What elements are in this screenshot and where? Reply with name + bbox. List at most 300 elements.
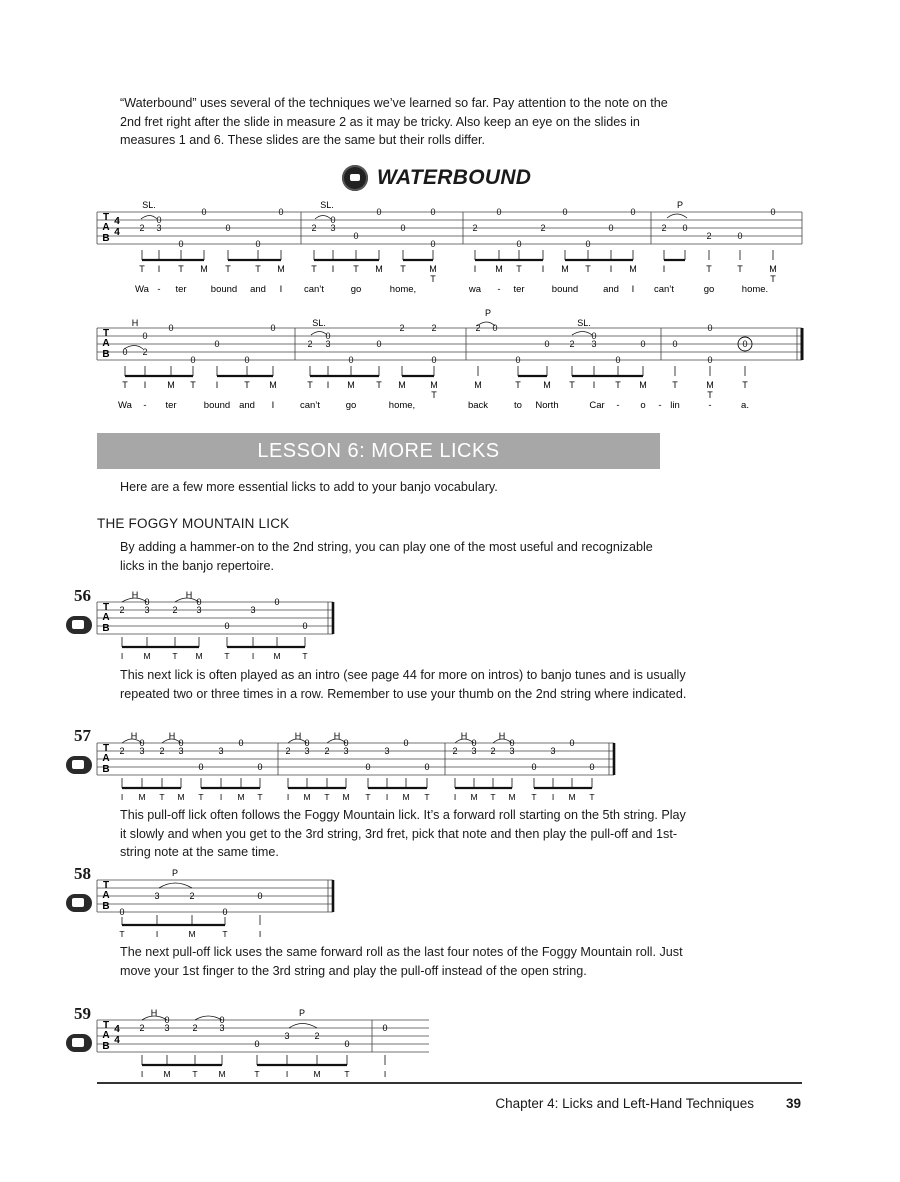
audio-track-icon[interactable] bbox=[66, 756, 92, 774]
svg-text:M: M bbox=[167, 380, 175, 390]
svg-text:can’t: can’t bbox=[299, 400, 321, 411]
svg-text:2: 2 bbox=[119, 746, 125, 756]
paragraph-57: This next lick is often played as an intro (see page 44 for more on intros) to banjo tunes and is usually repeated two or three times in a row. Remember to use your thumb on the 2nd string where indicated. bbox=[120, 668, 687, 701]
svg-text:-: - bbox=[708, 400, 712, 411]
svg-text:T: T bbox=[254, 1069, 260, 1079]
svg-text:0: 0 bbox=[254, 1039, 260, 1049]
svg-text:3: 3 bbox=[330, 223, 336, 233]
svg-text:2: 2 bbox=[314, 1031, 320, 1041]
svg-text:0: 0 bbox=[244, 355, 250, 365]
svg-text:T: T bbox=[569, 380, 575, 390]
svg-text:T: T bbox=[344, 1069, 350, 1079]
svg-text:and: and bbox=[250, 284, 266, 295]
paragraph-59: The next pull-off lick uses the same forward roll as the last four notes of the Foggy Mountain roll. Just move your 1st finger to the 3rd string and play the pull-off instead of the open string. bbox=[120, 945, 683, 978]
svg-text:M: M bbox=[342, 792, 350, 802]
technique-label: P bbox=[484, 308, 492, 318]
svg-text:0: 0 bbox=[531, 762, 537, 772]
svg-text:M: M bbox=[402, 792, 410, 802]
audio-track-icon[interactable] bbox=[66, 616, 92, 634]
track-number-58: 58 bbox=[74, 864, 91, 883]
waterbound-tab-line-1 bbox=[97, 198, 807, 298]
svg-text:M: M bbox=[470, 792, 478, 802]
svg-text:H: H bbox=[131, 590, 139, 600]
svg-text:2: 2 bbox=[569, 339, 575, 349]
svg-text:I: I bbox=[215, 380, 219, 390]
svg-text:-: - bbox=[143, 400, 147, 411]
svg-text:A: A bbox=[102, 753, 110, 764]
svg-text:can’t: can’t bbox=[303, 284, 325, 295]
svg-text:0: 0 bbox=[156, 215, 162, 225]
svg-text:T: T bbox=[490, 792, 496, 802]
svg-text:T: T bbox=[515, 380, 521, 390]
svg-text:3: 3 bbox=[196, 605, 202, 615]
svg-text:2: 2 bbox=[431, 323, 437, 333]
track-number-57: 57 bbox=[74, 726, 91, 745]
svg-text:T: T bbox=[324, 792, 330, 802]
svg-text:3: 3 bbox=[384, 746, 390, 756]
svg-text:I: I bbox=[286, 792, 290, 802]
svg-text:B: B bbox=[102, 1041, 110, 1052]
svg-text:T: T bbox=[225, 264, 231, 274]
svg-text:North: North bbox=[535, 400, 559, 411]
svg-text:2: 2 bbox=[311, 223, 317, 233]
svg-text:0: 0 bbox=[343, 738, 349, 748]
svg-text:I: I bbox=[157, 264, 161, 274]
svg-text:ter: ter bbox=[513, 284, 525, 295]
svg-text:back: back bbox=[467, 400, 489, 411]
svg-text:T: T bbox=[707, 390, 713, 400]
svg-text:M: M bbox=[561, 264, 569, 274]
svg-text:T: T bbox=[672, 380, 678, 390]
svg-text:H: H bbox=[498, 731, 506, 741]
tab-track-59 bbox=[97, 1010, 437, 1080]
svg-text:I: I bbox=[662, 264, 666, 274]
svg-text:ter: ter bbox=[175, 284, 187, 295]
page-number: 39 bbox=[786, 1096, 802, 1111]
svg-text:3: 3 bbox=[156, 223, 162, 233]
svg-text:I: I bbox=[271, 400, 275, 411]
svg-text:0: 0 bbox=[139, 738, 145, 748]
svg-text:0: 0 bbox=[225, 223, 231, 233]
svg-text:A: A bbox=[102, 890, 110, 901]
svg-text:M: M bbox=[769, 264, 777, 274]
tab-clef-t: T bbox=[102, 212, 110, 223]
svg-text:bound: bound bbox=[210, 284, 238, 295]
svg-text:0: 0 bbox=[630, 207, 636, 217]
svg-text:T: T bbox=[255, 264, 261, 274]
svg-text:I: I bbox=[331, 264, 335, 274]
svg-text:T: T bbox=[706, 264, 712, 274]
tab-clef-a: A bbox=[102, 338, 110, 349]
svg-text:3: 3 bbox=[509, 746, 515, 756]
svg-text:0: 0 bbox=[400, 223, 406, 233]
technique-label: SL. bbox=[142, 200, 156, 210]
svg-text:M: M bbox=[508, 792, 516, 802]
audio-track-icon[interactable] bbox=[66, 1034, 92, 1052]
svg-text:0: 0 bbox=[214, 339, 220, 349]
svg-text:H: H bbox=[333, 731, 341, 741]
svg-text:Wa: Wa bbox=[118, 400, 132, 411]
tab-track-56 bbox=[97, 592, 347, 662]
svg-text:M: M bbox=[430, 380, 438, 390]
svg-text:0: 0 bbox=[707, 355, 713, 365]
svg-text:0: 0 bbox=[168, 323, 174, 333]
svg-text:0: 0 bbox=[278, 207, 284, 217]
svg-text:3: 3 bbox=[164, 1023, 170, 1033]
svg-text:T: T bbox=[431, 390, 437, 400]
svg-text:B: B bbox=[102, 764, 110, 775]
svg-text:B: B bbox=[102, 901, 110, 912]
svg-text:0: 0 bbox=[770, 207, 776, 217]
svg-text:T: T bbox=[244, 380, 250, 390]
svg-text:H: H bbox=[294, 731, 302, 741]
svg-text:0: 0 bbox=[569, 738, 575, 748]
svg-text:M: M bbox=[269, 380, 277, 390]
svg-text:0: 0 bbox=[164, 1015, 170, 1025]
svg-text:-: - bbox=[616, 400, 620, 411]
svg-text:I: I bbox=[385, 792, 389, 802]
svg-text:0: 0 bbox=[198, 762, 204, 772]
svg-text:M: M bbox=[303, 792, 311, 802]
svg-text:2: 2 bbox=[452, 746, 458, 756]
svg-text:0: 0 bbox=[430, 207, 436, 217]
svg-text:B: B bbox=[102, 623, 110, 634]
svg-text:3: 3 bbox=[144, 605, 150, 615]
svg-text:T: T bbox=[190, 380, 196, 390]
svg-text:I: I bbox=[326, 380, 330, 390]
svg-text:M: M bbox=[200, 264, 208, 274]
svg-text:0: 0 bbox=[190, 355, 196, 365]
tab-clef-a: A bbox=[102, 222, 110, 233]
svg-text:3: 3 bbox=[325, 339, 331, 349]
svg-text:H: H bbox=[168, 731, 176, 741]
svg-text:go: go bbox=[703, 284, 715, 295]
svg-text:2: 2 bbox=[142, 347, 148, 357]
svg-text:0: 0 bbox=[274, 597, 280, 607]
svg-text:2: 2 bbox=[706, 231, 712, 241]
svg-text:M: M bbox=[143, 651, 151, 661]
svg-text:0: 0 bbox=[591, 331, 597, 341]
svg-text:T: T bbox=[222, 929, 228, 939]
svg-text:M: M bbox=[273, 651, 281, 661]
tab-clef-b: B bbox=[102, 349, 110, 360]
svg-text:can’t: can’t bbox=[653, 284, 675, 295]
svg-text:0: 0 bbox=[496, 207, 502, 217]
svg-text:4: 4 bbox=[114, 1024, 120, 1035]
svg-text:Car: Car bbox=[589, 400, 605, 411]
svg-text:I: I bbox=[541, 264, 545, 274]
svg-text:M: M bbox=[177, 792, 185, 802]
svg-text:I: I bbox=[592, 380, 596, 390]
svg-text:2: 2 bbox=[139, 223, 145, 233]
track-number-59: 59 bbox=[74, 1004, 91, 1023]
svg-text:M: M bbox=[543, 380, 551, 390]
svg-text:go: go bbox=[350, 284, 362, 295]
foggy-paragraph: By adding a hammer-on to the 2nd string, you can play one of the most useful and recognizable licks in the banjo repertoire. bbox=[120, 540, 653, 573]
svg-text:2: 2 bbox=[661, 223, 667, 233]
svg-text:home,: home, bbox=[388, 400, 416, 411]
svg-text:0: 0 bbox=[424, 762, 430, 772]
audio-track-icon[interactable] bbox=[342, 165, 368, 191]
svg-text:3: 3 bbox=[250, 605, 256, 615]
svg-text:M: M bbox=[237, 792, 245, 802]
svg-text:M: M bbox=[188, 929, 196, 939]
svg-text:0: 0 bbox=[255, 239, 261, 249]
svg-text:2: 2 bbox=[399, 323, 405, 333]
svg-text:0: 0 bbox=[376, 207, 382, 217]
svg-text:T: T bbox=[102, 602, 110, 613]
svg-text:M: M bbox=[313, 1069, 321, 1079]
svg-text:0: 0 bbox=[348, 355, 354, 365]
svg-text:0: 0 bbox=[144, 597, 150, 607]
svg-text:4: 4 bbox=[114, 216, 120, 227]
tab-clef-t: T bbox=[102, 328, 110, 339]
svg-text:0: 0 bbox=[492, 323, 498, 333]
svg-text:0: 0 bbox=[330, 215, 336, 225]
svg-text:I: I bbox=[609, 264, 613, 274]
svg-text:3: 3 bbox=[304, 746, 310, 756]
svg-text:I: I bbox=[551, 792, 555, 802]
svg-text:T: T bbox=[159, 792, 165, 802]
svg-text:3: 3 bbox=[284, 1031, 290, 1041]
lesson-banner: LESSON 6: MORE LICKS bbox=[97, 433, 660, 469]
svg-text:0: 0 bbox=[742, 339, 748, 349]
technique-label: SL. bbox=[577, 318, 591, 328]
svg-text:3: 3 bbox=[219, 1023, 225, 1033]
svg-text:0: 0 bbox=[544, 339, 550, 349]
svg-text:0: 0 bbox=[707, 323, 713, 333]
svg-text:2: 2 bbox=[159, 746, 165, 756]
svg-text:0: 0 bbox=[325, 331, 331, 341]
svg-text:4: 4 bbox=[114, 227, 120, 238]
svg-text:I: I bbox=[279, 284, 283, 295]
svg-text:0: 0 bbox=[376, 339, 382, 349]
svg-text:go: go bbox=[345, 400, 357, 411]
svg-text:A: A bbox=[102, 1030, 110, 1041]
svg-text:M: M bbox=[277, 264, 285, 274]
svg-text:0: 0 bbox=[509, 738, 515, 748]
svg-text:T: T bbox=[257, 792, 263, 802]
svg-text:P: P bbox=[298, 1008, 306, 1018]
svg-text:T: T bbox=[224, 651, 230, 661]
song-title bbox=[342, 161, 531, 195]
svg-text:3: 3 bbox=[550, 746, 556, 756]
svg-text:T: T bbox=[302, 651, 308, 661]
svg-text:H: H bbox=[130, 731, 138, 741]
svg-text:M: M bbox=[398, 380, 406, 390]
svg-text:0: 0 bbox=[431, 355, 437, 365]
svg-text:T: T bbox=[531, 792, 537, 802]
svg-text:0: 0 bbox=[615, 355, 621, 365]
svg-text:2: 2 bbox=[189, 891, 195, 901]
footer-chapter: Chapter 4: Licks and Left-Hand Techniques bbox=[495, 1096, 754, 1111]
svg-text:2: 2 bbox=[285, 746, 291, 756]
tab-track-57 bbox=[97, 733, 627, 803]
svg-text:T: T bbox=[178, 264, 184, 274]
svg-text:2: 2 bbox=[139, 1023, 145, 1033]
svg-text:T: T bbox=[589, 792, 595, 802]
svg-text:T: T bbox=[376, 380, 382, 390]
svg-text:I: I bbox=[140, 1069, 144, 1079]
svg-text:M: M bbox=[429, 264, 437, 274]
svg-text:0: 0 bbox=[672, 339, 678, 349]
svg-text:bound: bound bbox=[203, 400, 231, 411]
svg-text:P: P bbox=[171, 868, 179, 878]
svg-text:Wa: Wa bbox=[135, 284, 149, 295]
svg-text:I: I bbox=[453, 792, 457, 802]
svg-text:a.: a. bbox=[741, 400, 749, 411]
song-title-text: WATERBOUND bbox=[377, 166, 532, 189]
svg-text:M: M bbox=[218, 1069, 226, 1079]
svg-text:0: 0 bbox=[257, 891, 263, 901]
audio-track-icon[interactable] bbox=[66, 894, 92, 912]
svg-text:T: T bbox=[353, 264, 359, 274]
svg-text:bound: bound bbox=[551, 284, 579, 295]
svg-text:wa: wa bbox=[468, 284, 482, 295]
svg-text:2: 2 bbox=[475, 323, 481, 333]
svg-text:3: 3 bbox=[139, 746, 145, 756]
svg-text:0: 0 bbox=[344, 1039, 350, 1049]
svg-text:2: 2 bbox=[472, 223, 478, 233]
svg-text:I: I bbox=[631, 284, 635, 295]
svg-text:0: 0 bbox=[382, 1023, 388, 1033]
technique-label: P bbox=[676, 200, 684, 210]
svg-text:T: T bbox=[198, 792, 204, 802]
svg-text:I: I bbox=[383, 1069, 387, 1079]
svg-text:0: 0 bbox=[640, 339, 646, 349]
svg-text:2: 2 bbox=[172, 605, 178, 615]
technique-label: H bbox=[131, 318, 139, 328]
svg-text:M: M bbox=[639, 380, 647, 390]
svg-text:-: - bbox=[497, 284, 501, 295]
svg-text:T: T bbox=[737, 264, 743, 274]
svg-text:0: 0 bbox=[238, 738, 244, 748]
svg-text:T: T bbox=[139, 264, 145, 274]
svg-text:T: T bbox=[311, 264, 317, 274]
technique-label: SL. bbox=[320, 200, 334, 210]
svg-text:T: T bbox=[365, 792, 371, 802]
svg-text:M: M bbox=[138, 792, 146, 802]
svg-text:T: T bbox=[400, 264, 406, 274]
svg-text:3: 3 bbox=[591, 339, 597, 349]
svg-text:0: 0 bbox=[178, 239, 184, 249]
svg-text:I: I bbox=[285, 1069, 289, 1079]
svg-text:2: 2 bbox=[490, 746, 496, 756]
tab-clef-b: B bbox=[102, 233, 110, 244]
svg-text:o: o bbox=[640, 400, 646, 411]
technique-label: SL. bbox=[312, 318, 326, 328]
waterbound-tab-line-2 bbox=[97, 308, 807, 414]
svg-text:3: 3 bbox=[218, 746, 224, 756]
svg-text:T: T bbox=[430, 274, 436, 284]
svg-text:T: T bbox=[102, 880, 110, 891]
svg-text:T: T bbox=[102, 743, 110, 754]
svg-text:M: M bbox=[495, 264, 503, 274]
svg-text:H: H bbox=[150, 1008, 158, 1018]
section-heading: THE FOGGY MOUNTAIN LICK bbox=[97, 516, 290, 531]
svg-text:3: 3 bbox=[154, 891, 160, 901]
svg-text:T: T bbox=[585, 264, 591, 274]
svg-text:0: 0 bbox=[430, 239, 436, 249]
svg-text:0: 0 bbox=[302, 621, 308, 631]
svg-text:0: 0 bbox=[585, 239, 591, 249]
paragraph-58: This pull-off lick often follows the Foggy Mountain lick. It’s a forward roll starting on the 5th string. Play it slowly and when you get to the 3rd string, 3rd fret, pick that note and then play the pull-off and 1st-string note at the same time. bbox=[120, 808, 686, 860]
svg-text:H: H bbox=[460, 731, 468, 741]
svg-text:to: to bbox=[514, 400, 522, 411]
svg-text:T: T bbox=[615, 380, 621, 390]
svg-text:M: M bbox=[568, 792, 576, 802]
svg-text:M: M bbox=[347, 380, 355, 390]
svg-text:A: A bbox=[102, 612, 110, 623]
svg-text:0: 0 bbox=[365, 762, 371, 772]
svg-text:2: 2 bbox=[324, 746, 330, 756]
svg-text:0: 0 bbox=[737, 231, 743, 241]
svg-text:T: T bbox=[516, 264, 522, 274]
svg-text:0: 0 bbox=[562, 207, 568, 217]
svg-text:0: 0 bbox=[471, 738, 477, 748]
svg-text:2: 2 bbox=[192, 1023, 198, 1033]
svg-text:I: I bbox=[473, 264, 477, 274]
svg-text:M: M bbox=[195, 651, 203, 661]
svg-text:I: I bbox=[258, 929, 262, 939]
svg-text:0: 0 bbox=[608, 223, 614, 233]
svg-text:0: 0 bbox=[224, 621, 230, 631]
svg-text:3: 3 bbox=[343, 746, 349, 756]
lesson-intro: Here are a few more essential licks to add to your banjo vocabulary. bbox=[120, 480, 498, 494]
svg-text:ter: ter bbox=[165, 400, 177, 411]
svg-text:0: 0 bbox=[119, 907, 125, 917]
svg-text:I: I bbox=[219, 792, 223, 802]
svg-text:and: and bbox=[239, 400, 255, 411]
svg-text:0: 0 bbox=[257, 762, 263, 772]
svg-text:0: 0 bbox=[222, 907, 228, 917]
svg-text:M: M bbox=[474, 380, 482, 390]
intro-paragraph: “Waterbound” uses several of the techniques we’ve learned so far. Pay attention to the note on the 2nd fret right after the slide in measure 2 as it may be tricky. Also keep an eye on the slides in measures 1 and 6. These slides are the same but their rolls differ. bbox=[120, 96, 668, 148]
svg-text:0: 0 bbox=[682, 223, 688, 233]
svg-text:home,: home, bbox=[389, 284, 417, 295]
svg-text:0: 0 bbox=[270, 323, 276, 333]
svg-text:0: 0 bbox=[353, 231, 359, 241]
svg-text:lin: lin bbox=[670, 400, 680, 411]
svg-text:T: T bbox=[742, 380, 748, 390]
track-number-56: 56 bbox=[74, 586, 91, 605]
svg-text:T: T bbox=[424, 792, 430, 802]
svg-text:I: I bbox=[155, 929, 159, 939]
footer-rule bbox=[97, 1082, 802, 1084]
svg-text:0: 0 bbox=[142, 331, 148, 341]
svg-text:0: 0 bbox=[516, 239, 522, 249]
svg-text:3: 3 bbox=[178, 746, 184, 756]
svg-text:I: I bbox=[143, 380, 147, 390]
svg-text:M: M bbox=[706, 380, 714, 390]
svg-text:0: 0 bbox=[196, 597, 202, 607]
svg-text:H: H bbox=[185, 590, 193, 600]
svg-text:2: 2 bbox=[307, 339, 313, 349]
svg-text:0: 0 bbox=[122, 347, 128, 357]
svg-text:-: - bbox=[157, 284, 161, 295]
svg-text:T: T bbox=[122, 380, 128, 390]
svg-text:0: 0 bbox=[589, 762, 595, 772]
svg-text:0: 0 bbox=[178, 738, 184, 748]
svg-text:2: 2 bbox=[540, 223, 546, 233]
svg-text:0: 0 bbox=[304, 738, 310, 748]
svg-text:-: - bbox=[658, 400, 662, 411]
svg-text:0: 0 bbox=[403, 738, 409, 748]
svg-text:T: T bbox=[192, 1069, 198, 1079]
svg-text:T: T bbox=[770, 274, 776, 284]
svg-text:and: and bbox=[603, 284, 619, 295]
svg-text:M: M bbox=[163, 1069, 171, 1079]
